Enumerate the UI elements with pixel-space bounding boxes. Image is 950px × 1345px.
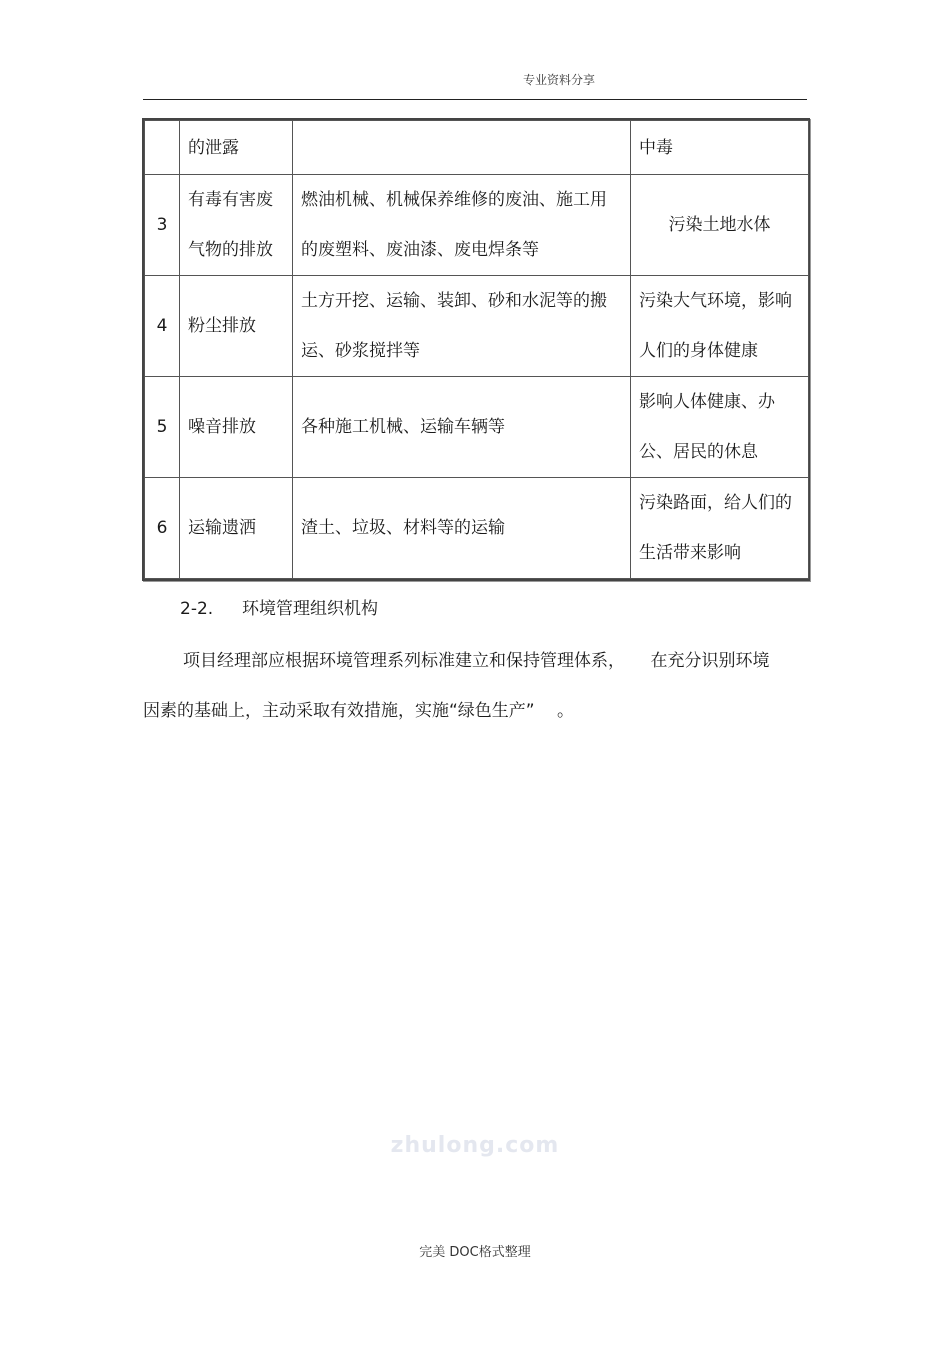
section-number: 2-2. (180, 599, 214, 619)
row-impact: 污染大气环境，影响人们的身体健康 (631, 276, 809, 377)
table-row (145, 276, 809, 377)
row-number: 3 (145, 175, 180, 276)
row-number: 6 (145, 478, 180, 579)
impact-table (142, 118, 810, 581)
row-number: 5 (145, 377, 180, 478)
row-impact: 影响人体健康、办公、居民的休息 (631, 377, 809, 478)
table-row (145, 377, 809, 478)
row-source: 燃油机械、机械保养维修的废油、施工用的废塑料、废油漆、废电焊条等 (293, 175, 631, 276)
paragraph-line: 因素的基础上，主动采取有效措施，实施“绿色生产” 。 (143, 701, 575, 721)
page-footer: 完美 DOC格式整理 (419, 1245, 531, 1260)
row-number: 4 (145, 276, 180, 377)
row-item: 的泄露 (180, 121, 293, 175)
table-row (145, 121, 809, 175)
row-source: 各种施工机械、运输车辆等 (293, 377, 631, 478)
table-row (145, 175, 809, 276)
table-row (145, 478, 809, 579)
watermark: zhulong.com (390, 1133, 560, 1158)
paragraph-line: 项目经理部应根据环境管理系列标准建立和保持管理体系， 在充分识别环境 (183, 651, 770, 671)
row-impact: 污染路面，给人们的生活带来影响 (631, 478, 809, 579)
row-impact: 中毒 (631, 121, 809, 175)
row-item: 粉尘排放 (180, 276, 293, 377)
row-item: 噪音排放 (180, 377, 293, 478)
row-source: 土方开挖、运输、装卸、砂和水泥等的搬运、砂浆搅拌等 (293, 276, 631, 377)
row-impact: 污染土地水体 (631, 175, 809, 276)
row-source: 渣土、垃圾、材料等的运输 (293, 478, 631, 579)
section-title: 环境管理组织机构 (242, 599, 378, 619)
row-source (293, 121, 631, 175)
section-heading (180, 594, 378, 619)
row-item: 运输遗洒 (180, 478, 293, 579)
page-header: 专业资料分享 (523, 73, 596, 87)
row-number (145, 121, 180, 175)
header-divider (143, 99, 807, 100)
row-item: 有毒有害废气物的排放 (180, 175, 293, 276)
body-paragraph (143, 636, 807, 736)
